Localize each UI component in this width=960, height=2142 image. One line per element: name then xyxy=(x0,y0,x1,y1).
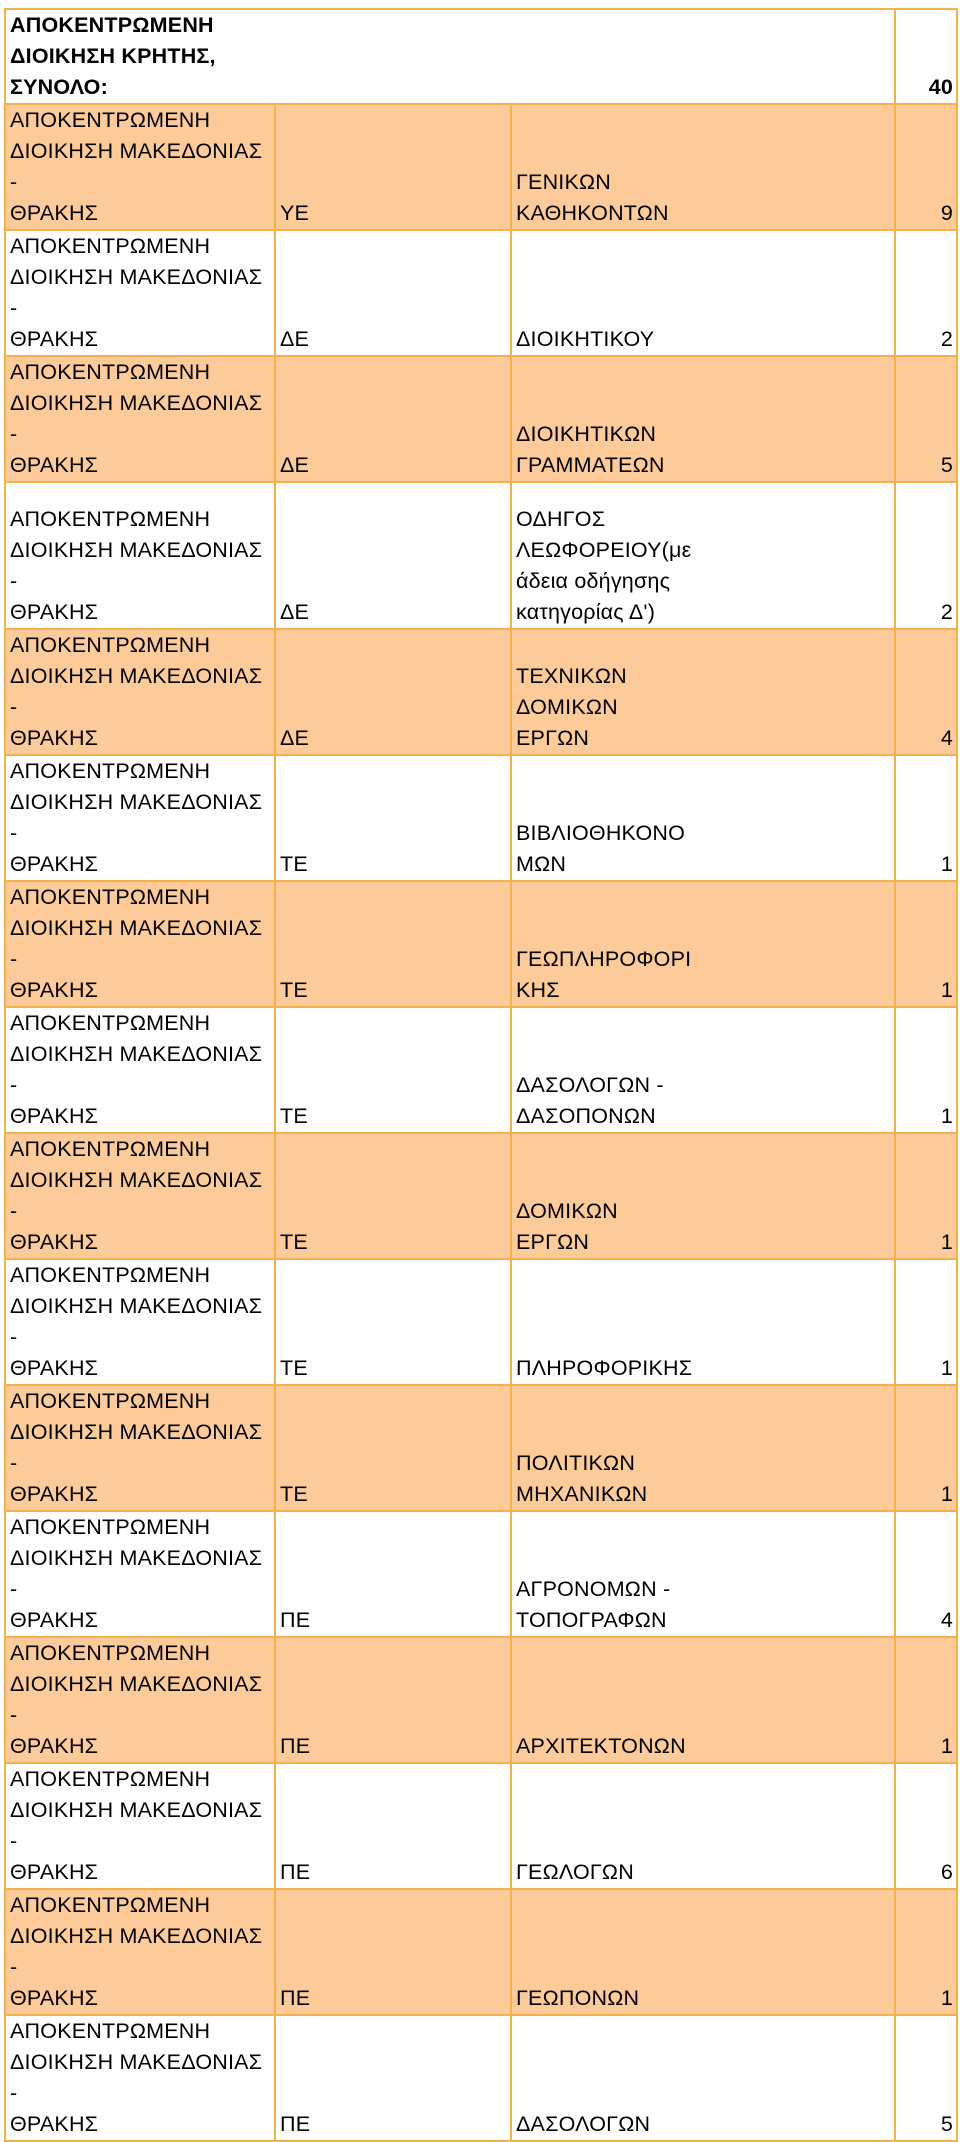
category-cell[interactable] xyxy=(275,1637,511,1763)
admin-cell[interactable] xyxy=(5,1385,275,1511)
total-count-cell[interactable] xyxy=(895,9,957,104)
count-text: 1 xyxy=(940,1482,954,1506)
count-cell[interactable] xyxy=(895,2015,957,2141)
table-row xyxy=(5,230,957,356)
admin-cell[interactable] xyxy=(5,1007,275,1133)
category-cell[interactable] xyxy=(275,1385,511,1511)
table-row xyxy=(5,482,957,629)
specialty-text: ΠΛΗΡΟΦΟΡΙΚΗΣ xyxy=(516,1356,693,1380)
count-cell[interactable] xyxy=(895,482,957,629)
specialty-cell[interactable] xyxy=(511,629,895,755)
category-text: ΔΕ xyxy=(280,327,310,351)
table-row xyxy=(5,1637,957,1763)
category-text: ΤΕ xyxy=(280,1482,308,1506)
specialty-text: ΑΡΧΙΤΕΚΤΟΝΩΝ xyxy=(516,1734,686,1758)
count-text: 1 xyxy=(940,1986,954,2010)
specialty-cell[interactable] xyxy=(511,2015,895,2141)
specialty-text: ΓΕΩΠΛΗΡΟΦΟΡΙ ΚΗΣ xyxy=(516,947,692,1002)
specialty-text: ΑΓΡΟΝΟΜΩΝ - ΤΟΠΟΓΡΑΦΩΝ xyxy=(516,1577,671,1632)
admin-text: ΑΠΟΚΕΝΤΡΩΜΕΝΗ ΔΙΟΙΚΗΣΗ ΜΑΚΕΔΟΝΙΑΣ - ΘΡΑΚΗΣ xyxy=(10,633,263,750)
total-label-cell[interactable] xyxy=(5,9,895,104)
specialty-text: ΒΙΒΛΙΟΘΗΚΟΝΟ ΜΩΝ xyxy=(516,821,686,876)
specialty-cell[interactable] xyxy=(511,755,895,881)
specialty-text: ΓΕΝΙΚΩΝ ΚΑΘΗΚΟΝΤΩΝ xyxy=(516,170,669,225)
table-row xyxy=(5,1763,957,1889)
specialty-cell[interactable] xyxy=(511,1637,895,1763)
admin-cell[interactable] xyxy=(5,482,275,629)
count-text: 2 xyxy=(940,327,954,351)
count-cell[interactable] xyxy=(895,1889,957,2015)
admin-text: ΑΠΟΚΕΝΤΡΩΜΕΝΗ ΔΙΟΙΚΗΣΗ ΜΑΚΕΔΟΝΙΑΣ - ΘΡΑΚΗΣ xyxy=(10,1137,263,1254)
category-text: ΠΕ xyxy=(280,1734,311,1758)
admin-text: ΑΠΟΚΕΝΤΡΩΜΕΝΗ ΔΙΟΙΚΗΣΗ ΜΑΚΕΔΟΝΙΑΣ - ΘΡΑΚΗΣ xyxy=(10,507,263,624)
count-text: 1 xyxy=(940,978,954,1002)
category-text: ΤΕ xyxy=(280,978,308,1002)
category-cell[interactable] xyxy=(275,1763,511,1889)
specialty-cell[interactable] xyxy=(511,230,895,356)
admin-cell[interactable] xyxy=(5,755,275,881)
category-cell[interactable] xyxy=(275,1511,511,1637)
count-cell[interactable] xyxy=(895,1007,957,1133)
specialty-text: ΔΑΣΟΛΟΓΩΝ - ΔΑΣΟΠΟΝΩΝ xyxy=(516,1073,664,1128)
table-row xyxy=(5,1007,957,1133)
specialty-cell[interactable] xyxy=(511,356,895,482)
category-cell[interactable] xyxy=(275,1133,511,1259)
specialty-cell[interactable] xyxy=(511,881,895,1007)
count-text: 1 xyxy=(940,1104,954,1128)
count-cell[interactable] xyxy=(895,629,957,755)
specialty-text: ΤΕΧΝΙΚΩΝ ΔΟΜΙΚΩΝ ΕΡΓΩΝ xyxy=(516,664,627,750)
count-text: 1 xyxy=(940,852,954,876)
category-text: ΠΕ xyxy=(280,2112,311,2136)
admin-text: ΑΠΟΚΕΝΤΡΩΜΕΝΗ ΔΙΟΙΚΗΣΗ ΜΑΚΕΔΟΝΙΑΣ - ΘΡΑΚΗΣ xyxy=(10,108,263,225)
total-count: 40 xyxy=(928,75,954,99)
total-label: ΑΠΟΚΕΝΤΡΩΜΕΝΗ ΔΙΟΙΚΗΣΗ ΚΡΗΤΗΣ, ΣΥΝΟΛΟ: xyxy=(10,13,216,99)
admin-cell[interactable] xyxy=(5,1889,275,2015)
category-cell[interactable] xyxy=(275,356,511,482)
count-cell[interactable] xyxy=(895,104,957,230)
count-cell[interactable] xyxy=(895,1637,957,1763)
specialty-text: ΔΑΣΟΛΟΓΩΝ xyxy=(516,2112,651,2136)
admin-text: ΑΠΟΚΕΝΤΡΩΜΕΝΗ ΔΙΟΙΚΗΣΗ ΜΑΚΕΔΟΝΙΑΣ - ΘΡΑΚΗΣ xyxy=(10,885,263,1002)
category-cell[interactable] xyxy=(275,629,511,755)
specialty-cell[interactable] xyxy=(511,1259,895,1385)
admin-cell[interactable] xyxy=(5,2015,275,2141)
specialty-cell[interactable] xyxy=(511,1763,895,1889)
admin-text: ΑΠΟΚΕΝΤΡΩΜΕΝΗ ΔΙΟΙΚΗΣΗ ΜΑΚΕΔΟΝΙΑΣ - ΘΡΑΚΗΣ xyxy=(10,1515,263,1632)
count-text: 4 xyxy=(940,1608,954,1632)
admin-cell[interactable] xyxy=(5,629,275,755)
count-text: 9 xyxy=(940,201,954,225)
admin-text: ΑΠΟΚΕΝΤΡΩΜΕΝΗ ΔΙΟΙΚΗΣΗ ΜΑΚΕΔΟΝΙΑΣ - ΘΡΑΚΗΣ xyxy=(10,1641,263,1758)
category-cell[interactable] xyxy=(275,1259,511,1385)
specialty-text: ΠΟΛΙΤΙΚΩΝ ΜΗΧΑΝΙΚΩΝ xyxy=(516,1451,648,1506)
admin-text: ΑΠΟΚΕΝΤΡΩΜΕΝΗ ΔΙΟΙΚΗΣΗ ΜΑΚΕΔΟΝΙΑΣ - ΘΡΑΚΗΣ xyxy=(10,1389,263,1506)
category-text: ΔΕ xyxy=(280,726,310,750)
count-text: 1 xyxy=(940,1734,954,1758)
category-cell[interactable] xyxy=(275,1007,511,1133)
table-row xyxy=(5,356,957,482)
table-row xyxy=(5,1385,957,1511)
specialty-cell[interactable] xyxy=(511,1511,895,1637)
table-row xyxy=(5,1889,957,2015)
table-row xyxy=(5,2015,957,2141)
count-cell[interactable] xyxy=(895,230,957,356)
count-cell[interactable] xyxy=(895,1385,957,1511)
count-text: 1 xyxy=(940,1356,954,1380)
admin-text: ΑΠΟΚΕΝΤΡΩΜΕΝΗ ΔΙΟΙΚΗΣΗ ΜΑΚΕΔΟΝΙΑΣ - ΘΡΑΚΗΣ xyxy=(10,1767,263,1884)
category-text: ΔΕ xyxy=(280,600,310,624)
category-text: ΥΕ xyxy=(280,201,310,225)
count-cell[interactable] xyxy=(895,1763,957,1889)
count-cell[interactable] xyxy=(895,1511,957,1637)
count-text: 5 xyxy=(940,2112,954,2136)
admin-cell[interactable] xyxy=(5,104,275,230)
specialty-text: ΓΕΩΛΟΓΩΝ xyxy=(516,1860,634,1884)
specialty-cell[interactable] xyxy=(511,104,895,230)
category-text: ΠΕ xyxy=(280,1860,311,1884)
count-cell[interactable] xyxy=(895,1259,957,1385)
category-cell[interactable] xyxy=(275,482,511,629)
specialty-cell[interactable] xyxy=(511,1889,895,2015)
specialty-text: ΔΙΟΙΚΗΤΙΚΩΝ ΓΡΑΜΜΑΤΕΩΝ xyxy=(516,422,665,477)
specialty-cell[interactable] xyxy=(511,482,895,629)
spreadsheet-body xyxy=(5,9,957,2141)
admin-text: ΑΠΟΚΕΝΤΡΩΜΕΝΗ ΔΙΟΙΚΗΣΗ ΜΑΚΕΔΟΝΙΑΣ - ΘΡΑΚΗΣ xyxy=(10,1011,263,1128)
table-row xyxy=(5,629,957,755)
admin-cell[interactable] xyxy=(5,1511,275,1637)
category-cell[interactable] xyxy=(275,104,511,230)
admin-text: ΑΠΟΚΕΝΤΡΩΜΕΝΗ ΔΙΟΙΚΗΣΗ ΜΑΚΕΔΟΝΙΑΣ - ΘΡΑΚΗΣ xyxy=(10,759,263,876)
admin-text: ΑΠΟΚΕΝΤΡΩΜΕΝΗ ΔΙΟΙΚΗΣΗ ΜΑΚΕΔΟΝΙΑΣ - ΘΡΑΚΗΣ xyxy=(10,2019,263,2136)
category-text: ΤΕ xyxy=(280,1230,308,1254)
category-cell[interactable] xyxy=(275,881,511,1007)
count-text: 1 xyxy=(940,1230,954,1254)
admin-cell[interactable] xyxy=(5,1133,275,1259)
table-row xyxy=(5,1511,957,1637)
admin-text: ΑΠΟΚΕΝΤΡΩΜΕΝΗ ΔΙΟΙΚΗΣΗ ΜΑΚΕΔΟΝΙΑΣ - ΘΡΑΚΗΣ xyxy=(10,1893,263,2010)
specialty-text: ΟΔΗΓΟΣ ΛΕΩΦΟΡΕΙΟΥ(με άδεια οδήγησης κατηγορίας Δ') xyxy=(516,507,692,624)
admin-text: ΑΠΟΚΕΝΤΡΩΜΕΝΗ ΔΙΟΙΚΗΣΗ ΜΑΚΕΔΟΝΙΑΣ - ΘΡΑΚΗΣ xyxy=(10,360,263,477)
admin-cell[interactable] xyxy=(5,356,275,482)
specialty-cell[interactable] xyxy=(511,1007,895,1133)
category-text: ΠΕ xyxy=(280,1986,311,2010)
table-row xyxy=(5,881,957,1007)
category-cell[interactable] xyxy=(275,2015,511,2141)
category-text: ΤΕ xyxy=(280,852,308,876)
table-row xyxy=(5,1259,957,1385)
count-text: 2 xyxy=(940,600,954,624)
count-text: 5 xyxy=(940,453,954,477)
category-text: ΔΕ xyxy=(280,453,310,477)
category-text: ΤΕ xyxy=(280,1356,308,1380)
count-cell[interactable] xyxy=(895,755,957,881)
count-text: 4 xyxy=(940,726,954,750)
count-cell[interactable] xyxy=(895,1133,957,1259)
admin-cell[interactable] xyxy=(5,1637,275,1763)
specialty-text: ΔΟΜΙΚΩΝ ΕΡΓΩΝ xyxy=(516,1199,618,1254)
category-text: ΤΕ xyxy=(280,1104,308,1128)
count-text: 6 xyxy=(940,1860,954,1884)
category-cell[interactable] xyxy=(275,755,511,881)
specialty-text: ΔΙΟΙΚΗΤΙΚΟΥ xyxy=(516,327,655,351)
specialty-text: ΓΕΩΠΟΝΩΝ xyxy=(516,1986,640,2010)
spreadsheet-table xyxy=(4,8,958,2142)
table-row xyxy=(5,1133,957,1259)
specialty-cell[interactable] xyxy=(511,1385,895,1511)
admin-cell[interactable] xyxy=(5,230,275,356)
admin-cell[interactable] xyxy=(5,1259,275,1385)
count-cell[interactable] xyxy=(895,356,957,482)
category-cell[interactable] xyxy=(275,1889,511,2015)
admin-cell[interactable] xyxy=(5,1763,275,1889)
table-row xyxy=(5,755,957,881)
admin-cell[interactable] xyxy=(5,881,275,1007)
specialty-cell[interactable] xyxy=(511,1133,895,1259)
category-text: ΠΕ xyxy=(280,1608,311,1632)
admin-text: ΑΠΟΚΕΝΤΡΩΜΕΝΗ ΔΙΟΙΚΗΣΗ ΜΑΚΕΔΟΝΙΑΣ - ΘΡΑΚΗΣ xyxy=(10,1263,263,1380)
count-cell[interactable] xyxy=(895,881,957,1007)
total-row xyxy=(5,9,957,104)
category-cell[interactable] xyxy=(275,230,511,356)
admin-text: ΑΠΟΚΕΝΤΡΩΜΕΝΗ ΔΙΟΙΚΗΣΗ ΜΑΚΕΔΟΝΙΑΣ - ΘΡΑΚΗΣ xyxy=(10,234,263,351)
table-row xyxy=(5,104,957,230)
